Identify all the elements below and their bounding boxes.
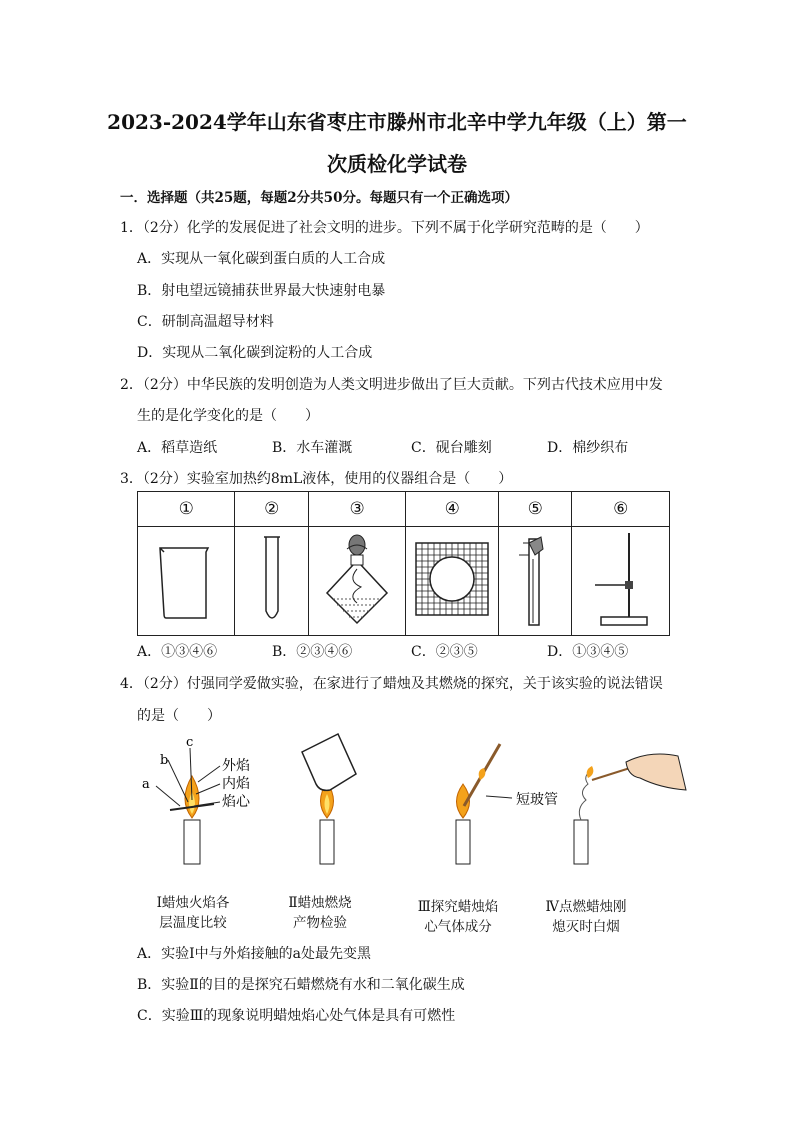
test-tube-cell bbox=[235, 527, 308, 636]
iron-stand-icon bbox=[581, 527, 661, 631]
instrument-number: ① bbox=[138, 492, 235, 527]
experiment-3-candle bbox=[456, 744, 558, 864]
label-outer-flame: 外焰 bbox=[222, 758, 250, 774]
q4-option-c: C．实验Ⅲ的现象说明蜡烛焰心处气体是具有可燃性 bbox=[137, 1008, 456, 1024]
q1-option-b: B．射电望远镜捕获世界最大快速射电暴 bbox=[137, 283, 386, 299]
label-c: c bbox=[186, 735, 194, 750]
instrument-number: ⑥ bbox=[572, 492, 670, 527]
alcohol-lamp-cell bbox=[308, 527, 405, 636]
exam-title-line2: 次质检化学试卷 bbox=[327, 152, 467, 176]
q1-stem: 1．（2分）化学的发展促进了社会文明的进步。下列不属于化学研究范畴的是（ ） bbox=[120, 220, 649, 236]
q1-option-c: C．研制高温超导材料 bbox=[137, 314, 274, 330]
q4-stem-line2: 的是（ ） bbox=[137, 708, 221, 724]
alcohol-lamp-icon bbox=[317, 529, 397, 629]
label-inner-flame: 内焰 bbox=[222, 776, 250, 792]
q3-stem: 3．（2分）实验室加热约8mL液体，使用的仪器组合是（ ） bbox=[120, 471, 513, 487]
asbestos-net-cell bbox=[406, 527, 499, 636]
caption-1-line2: 层温度比较 bbox=[159, 915, 227, 931]
q3-option-d: D．①③④⑤ bbox=[547, 644, 629, 660]
beaker-cell bbox=[138, 527, 235, 636]
label-b: b bbox=[160, 753, 169, 768]
caption-1-line1: Ⅰ蜡烛火焰各 bbox=[156, 895, 230, 911]
q2-stem-line2: 生的是化学变化的是（ ） bbox=[137, 408, 319, 424]
q4-option-b: B．实验Ⅱ的目的是探究石蜡燃烧有水和二氧化碳生成 bbox=[137, 977, 465, 993]
q1-option-a: A．实现从一氧化碳到蛋白质的人工合成 bbox=[137, 251, 386, 267]
q2-stem-line1: 2．（2分）中华民族的发明创造为人类文明进步做出了巨大贡献。下列古代技术应用中发 bbox=[120, 377, 663, 393]
experiment-4-candle bbox=[574, 754, 686, 864]
caption-3-line1: Ⅲ探究蜡烛焰 bbox=[417, 899, 499, 915]
test-tube-holder-icon bbox=[505, 529, 565, 629]
instrument-number: ④ bbox=[406, 492, 499, 527]
q2-option-c: C．砚台雕刻 bbox=[411, 440, 492, 456]
q3-option-b: B．②③④⑥ bbox=[272, 644, 353, 660]
label-flame-core: 焰心 bbox=[222, 794, 250, 810]
label-short-glass-tube: 短玻管 bbox=[516, 792, 558, 808]
caption-4-line1: Ⅳ点燃蜡烛刚 bbox=[545, 899, 627, 915]
experiment-1-candle bbox=[142, 735, 251, 864]
instrument-table bbox=[137, 491, 670, 636]
candle-experiments-figure bbox=[130, 730, 690, 870]
iron-stand-cell bbox=[572, 527, 670, 636]
q3-option-c: C．②③⑤ bbox=[411, 644, 478, 660]
caption-4-line2: 熄灭时白烟 bbox=[552, 919, 620, 935]
q1-option-d: D．实现从二氧化碳到淀粉的人工合成 bbox=[137, 345, 373, 361]
exam-title-line1: 2023-2024学年山东省枣庄市滕州市北辛中学九年级（上）第一 bbox=[107, 110, 687, 134]
instrument-number: ⑤ bbox=[499, 492, 572, 527]
test-tube-holder-cell bbox=[499, 527, 572, 636]
beaker-icon bbox=[146, 534, 226, 624]
q4-option-a: A．实验Ⅰ中与外焰接触的a处最先变黑 bbox=[137, 946, 371, 962]
q2-option-d: D．棉纱织布 bbox=[547, 440, 629, 456]
label-a: a bbox=[142, 777, 150, 792]
caption-experiment-2 bbox=[270, 893, 370, 933]
q4-stem-line1: 4．（2分）付强同学爱做实验，在家进行了蜡烛及其燃烧的探究，关于该实验的说法错误 bbox=[120, 676, 663, 692]
caption-experiment-4 bbox=[536, 897, 636, 937]
instrument-number: ② bbox=[235, 492, 308, 527]
q3-option-a: A．①③④⑥ bbox=[137, 644, 218, 660]
caption-experiment-1 bbox=[143, 893, 243, 933]
caption-2-line2: 产物检验 bbox=[293, 915, 347, 931]
caption-3-line2: 心气体成分 bbox=[424, 919, 492, 935]
test-tube-icon bbox=[242, 529, 302, 629]
experiment-2-candle bbox=[302, 734, 356, 864]
caption-experiment-3 bbox=[408, 897, 508, 937]
gauze-net-icon bbox=[414, 541, 490, 617]
caption-2-line1: Ⅱ蜡烛燃烧 bbox=[288, 895, 352, 911]
instrument-number: ③ bbox=[308, 492, 405, 527]
q2-option-a: A．稻草造纸 bbox=[137, 440, 218, 456]
section-heading: 一．选择题（共25题，每题2分共50分。每题只有一个正确选项） bbox=[120, 190, 518, 206]
q2-option-b: B．水车灌溉 bbox=[272, 440, 353, 456]
